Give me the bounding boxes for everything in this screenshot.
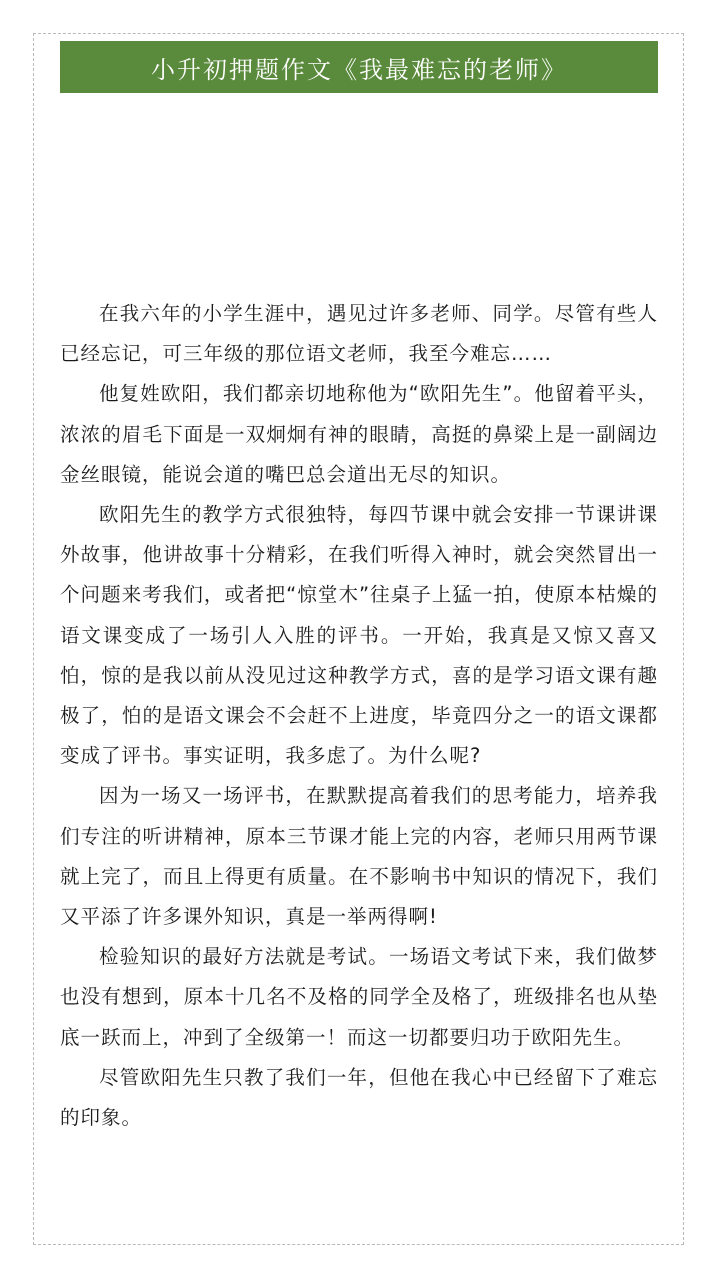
essay-paragraph: 尽管欧阳先生只教了我们一年，但他在我心中已经留下了难忘的印象。 [60, 1065, 658, 1130]
essay-paragraph: 欧阳先生的教学方式很独特，每四节课中就会安排一节课讲课外故事，他讲故事十分精彩，在我们听得入神时，就会突然冒出一个问题来考我们，或者把“惊堂木”往桌子上猛一拍，使原本枯燥的语文课变成了一场引人入胜的评书。一开始，我真是又惊又喜又怕，惊的是我以前从没见过这种教学方式，喜的是学习语文课有趣极了，怕的是语文课会不会赶不上进度，毕竟四分之一的语文课都变成了评书。事实证明，我多虑了。为什么呢? [60, 503, 658, 768]
essay-paragraph: 因为一场又一场评书，在默默提高着我们的思考能力，培养我们专注的听讲精神，原本三节课才能上完的内容，老师只用两节课就上完了，而且上得更有质量。在不影响书中知识的情况下，我们又平添了许多课外知识，真是一举两得啊! [60, 784, 658, 929]
essay-body [60, 294, 658, 1138]
essay-paragraph: 他复姓欧阳，我们都亲切地称他为“欧阳先生”。他留着平头，浓浓的眉毛下面是一双炯炯有神的眼睛，高挺的鼻梁上是一副阔边金丝眼镜，能说会道的嘴巴总会道出无尽的知识。 [60, 382, 658, 486]
essay-paragraph: 在我六年的小学生涯中，遇见过许多老师、同学。尽管有些人已经忘记，可三年级的那位语文老师，我至今难忘…… [60, 302, 658, 366]
essay-paragraph: 检验知识的最好方法就是考试。一场语文考试下来，我们做梦也没有想到，原本十几名不及格的同学全及格了，班级排名也从垫底一跃而上，冲到了全级第一！而这一切都要归功于欧阳先生。 [60, 945, 658, 1049]
page-title: 小升初押题作文《我最难忘的老师》 [151, 55, 567, 84]
title-banner [60, 41, 658, 93]
